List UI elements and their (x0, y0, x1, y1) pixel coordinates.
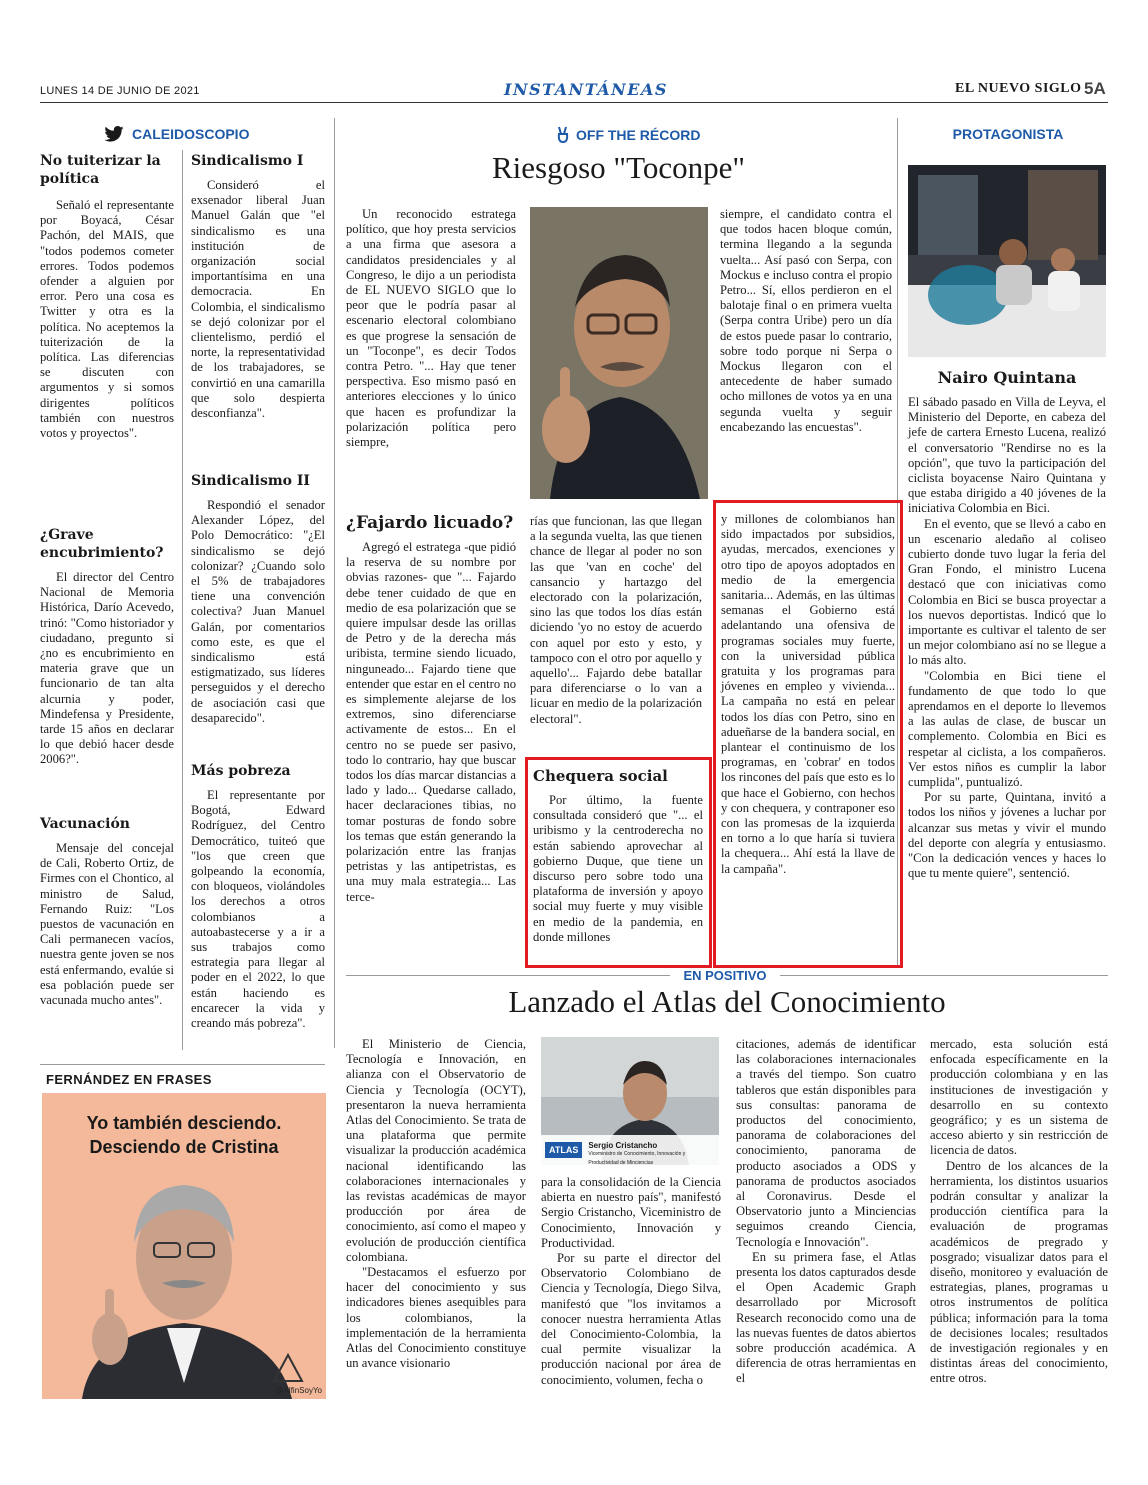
brief-heading: Sindicalismo II (191, 473, 310, 489)
article-text: Por su parte, Quintana, invitó a todos los niños y jóvenes a luchar por alcanzar sus metas y vivir el mundo del deporte con alegría y entusiasmo. "Con la dedicación vences y haces lo que tu mente quiere", sentenció. (908, 790, 1106, 881)
section-title: INSTANTÁNEAS (504, 80, 668, 99)
column-divider (182, 150, 183, 1050)
caleidoscopio-col-1 (40, 152, 174, 1055)
article-text: mercado, esta solución está enfocada específicamente en la producción colombiana y en las instituciones de investigación y desarrollo en su contexto geográfico; y es un sistema de acceso abierto y sin restricción de licencia de datos. (930, 1037, 1108, 1158)
brief-text: Señaló el representante por Boyacá, César Pachón, del MAIS, que "todos podemos cometer errores. Todos podemos ofender a alguien por error. Pero una cosa es Twitter y otra es la política. No aceptemos la tuiterización de la política. Las diferencias se discuten con argumentos y si somos dirigentes políticos también con nuestros votos y proyectos". (40, 198, 174, 441)
article-text: citaciones, además de identificar las colaboraciones internacionales a través del tiempo. Son cuatro tableros que están disponibles para sus consultas: panorama de productos del conocimiento, panorama de colaboraciones del conocimiento, panorama de producto asociados a ODS y panorama de productos asociados al Coronavirus. Desde el Observatorio junto a Minciencias seguimos creando Ciencia, Tecnología e Innovación". (736, 1037, 916, 1249)
atlas-col-1 (346, 1037, 526, 1399)
brief-heading: ¿Grave encubrimiento? (40, 527, 164, 561)
petro-photo (530, 207, 708, 499)
peace-hand-icon (556, 126, 570, 143)
article-text: y millones de colombianos han sido impactados por subsidios, ayudas, mercados, exenciones y otro tipo de apoyos adoptados en medio de la emergencia sanitaria... Además, en las últimas semanas el Gobierno está adelantando una ofensiva de programas sociales muy fuerte, con la universidad pública gratuita y los programas para jóvenes en empleo y vivienda... La campaña no está en pelear todos los días con Petro, sino en adueñarse de la bandera social, en plantear el continuismo de los programas, en 'cobrar' en todos los rincones del país que esto es lo que hace el Gobierno, con hechos y con chequera, y contraponer eso con las promesas de la izquierda en torno a lo que haría si tuviera la chequera... Ahí está la llave de la campaña". (721, 512, 895, 876)
atlas-video-photo (541, 1037, 719, 1165)
quote-line-2: Desciendo de Cristina (89, 1137, 279, 1157)
atlas-logo: ATLAS (545, 1142, 582, 1158)
atlas-col-4 (930, 1037, 1108, 1399)
protagonista-text (908, 395, 1106, 955)
fernandez-kicker: FERNÁNDEZ EN FRASES (46, 1072, 212, 1087)
article-text: para la consolidación de la Ciencia abierta en nuestro país", manifestó Sergio Cristancho, Viceministro de Conocimiento, Innovación y Productividad. (541, 1175, 721, 1250)
nairo-photo (908, 165, 1106, 357)
caption-role: Viceministro de Conocimiento, Innovación y Productividad de Minciencias (588, 1150, 686, 1166)
off-record-header (556, 126, 700, 143)
article-text: El Ministerio de Ciencia, Tecnología e Innovación, en alianza con el Observatorio de Ciencia y Tecnología (OCYT), presentaron la nueva herramienta Atlas del Conocimiento. Se trata de una plataforma que permite visualizar la producción académica nacional identificando las colaboraciones internacionales y las revistas académicas de mayor producción por área de conocimiento, así como el mapeo y evolución de producción científica colombiana. (346, 1037, 526, 1264)
protagonista-kicker: PROTAGONISTA (952, 126, 1064, 142)
off-record-title: Riesgoso "Toconpe" (491, 150, 746, 185)
caption-name: Sergio Cristancho (588, 1140, 658, 1150)
column-divider (334, 118, 335, 1048)
caleidoscopio-header (104, 126, 249, 142)
fajardo-text-b (530, 514, 702, 754)
atlas-col-3 (736, 1037, 916, 1399)
chequera-text-b (721, 512, 895, 960)
off-record-intro-right (720, 207, 892, 479)
article-text: Un reconocido estratega político, que hoy presta servicios a una firma que asesora a candidatos presidenciales y al Congreso, le dijo a un periodista de EL NUEVO SIGLO que lo peor que le podría pasar al escenario electoral colombiano es que progrese la sensación de un "Toconpe", es decir Todos contra Petro. "... Hay que tener perspectiva. Eso mismo pasó en anteriores elecciones y lo único que hacen es profundizar la polarización política pero siempre, (346, 207, 516, 450)
brief-heading: Sindicalismo I (191, 153, 304, 169)
atlas-title: Lanzado el Atlas del Conocimiento (508, 984, 946, 1019)
brief-text: Respondió el senador Alexander López, del Polo Democrático: "¿El sindicalismo se dejó colonizar? ¿Cuando solo el 5% de trabajadores tiene una convención colectiva? Juan Manuel Galán, por comentarios como este, es que el sindicalismo está estigmatizado, sus líderes perseguidos y el derecho de asociación casi que desaparecido". (191, 498, 325, 725)
article-text: En su primera fase, el Atlas presenta los datos capturados desde el Open Academic Graph desarrollado por Microsoft Research reconocido como una de las nuevas fuentes de datos abiertos sobre producción académica. A diferencia de otras herramientas en el (736, 1249, 916, 1386)
brief-heading: Más pobreza (191, 763, 291, 779)
article-text: Dentro de los alcances de la herramienta, los distintos usuarios podrán consultar y analizar la producción científica para la evaluación de programas académicos de pregrado y posgrado; visualizar datos para el diseño, monitoreo y evaluación de estrategias, planes, programas u otros instrumentos de política pública; información para la toma de decisiones locales; resultados de investigación regionales y en distintas áreas del conocimiento, entre otros. (930, 1158, 1108, 1386)
article-text: rías que funcionan, las que llegan a la segunda vuelta, las que tienen chance de llegar al poder no son las que 'van en coche' del cansancio y hartazgo del electorado con la polarización, sino las que todos los días están diciendo 'yo no estoy de acuerdo con aquel por esto y esto, y tampoco con el otro por aquello y aquello'... Fajardo debe batallar para diferenciarse o lo van a licuar en medio de la polarización electoral". (530, 514, 702, 726)
quote-line-1: Yo también desciendo. (86, 1113, 282, 1133)
newspaper-name: EL NUEVO SIGLO (955, 81, 1082, 96)
article-text: El sábado pasado en Villa de Leyva, el Ministerio del Deporte, en cabeza del jefe de cartera Ernesto Lucena, realizó el conversatorio "Rendirse no es la opción", que tuvo la participación del ciclista boyacense Nairo Quintana y que estaba dirigido a 40 jóvenes de la iniciativa Colombia en Bici. (908, 395, 1106, 516)
off-record-kicker: OFF THE RÉCORD (576, 126, 701, 143)
brief-text: Mensaje del concejal de Cali, Roberto Ortiz, de Firmes con el Chontico, al ministro de Salud, Fernando Ruiz: "Los puestos de vacunación en Cali permanecen vacíos, nuestra gente joven se nos está enfermando, evalúe si esa población puede ser vacunada mucho antes". (40, 841, 174, 1008)
issue-date: LUNES 14 DE JUNIO DE 2021 (40, 85, 200, 97)
cartoon-credit: @AlfinSoyYo (275, 1386, 322, 1395)
brief-text: Consideró el exsenador liberal Juan Manuel Galán que "el sindicalismo es una institución de organización social importantísima en una democracia. En Colombia, el sindicalismo se dejó colonizar por el clientelismo, perdió el norte, la representatividad de los trabajadores, se convirtió en una camarilla que solo despierta desconfianza". (191, 178, 325, 421)
off-record-intro-left (346, 207, 516, 489)
fajardo-text-a (346, 540, 516, 960)
atlas-kicker: EN POSITIVO (670, 968, 780, 983)
atlas-col-2 (541, 1175, 721, 1399)
subhead-chequera: Chequera social (533, 767, 668, 785)
section-rule (40, 1064, 325, 1065)
article-text: En el evento, que se llevó a cabo en un escenario aledaño al coliseo cubierto donde tuvo lugar la feria del Gran Fondo, el ministro Lucena destacó que con iniciativas como Colombia en Bici se busca proyectar a los nuevos deportistas. Indicó que lo importante es cultivar el talento de ser un mejor colombiano así no se llegue a lo más alto. (908, 516, 1106, 668)
article-text: siempre, el candidato contra el que todos hacen bloque común, termina llegando a la segunda vuelta... Así pasó con Serpa, con Mockus e incluso contra el propio Petro... Sí, ellos perdieron en el balotaje final o en primera vuelta (Serpa contra Uribe) pero un día de estos puede pasar lo contrario, sobre todo porque ni Serpa o Mockus llegaron con el antecedente de haber sumado ocho millones de votos ya en una segunda vuelta y seguir encabezando las encuestas". (720, 207, 892, 434)
caleidoscopio-col-2 (191, 152, 325, 1033)
protagonista-name: Nairo Quintana (937, 368, 1077, 387)
article-text: "Destacamos el esfuerzo por hacer del conocimiento y sus indicadores bienes asequibles para los colombianos, la implementación de la herramienta Atlas del Conocimiento constituye un avance visionario (346, 1265, 526, 1371)
twitter-bird-icon (104, 126, 124, 142)
subhead-fajardo: ¿Fajardo licuado? (346, 513, 514, 533)
article-text: Por su parte el director del Observatorio Colombiano de Ciencia y Tecnología, Diego Silva, manifestó que "los invitamos a conocer nuestra herramienta Atlas del Conocimiento-Colombia, la cual permite visualizar la producción nacional por área de conocimiento, volumen, fecha o (541, 1251, 721, 1387)
article-text: Por último, la fuente consultada consideró que "... el uribismo y la centroderecha no están sabiendo aprovechar al gobierno Duque, que tiene un discurso pero sobre todo una plataforma de inversión y apoyo social muy fuerte y muy visible en medio de la pandemia, en donde millones (533, 793, 703, 944)
chequera-text-a (533, 793, 703, 961)
brief-heading: No tuiterizar la política (40, 153, 161, 187)
header-rule (40, 102, 1108, 103)
brief-text: El representante por Bogotá, Edward Rodríguez, del Centro Democrático, tuiteó que "los que creen que golpeando la economía, con bloqueos, violándoles los derechos a otros colombianos a autoabastecerse y a ir a sus trabajos como estrategia para llegar al poder en el 2022, lo que están haciendo es encarecer la vida y creando más pobreza". (191, 788, 325, 1031)
brief-text: El director del Centro Nacional de Memoria Histórica, Darío Acevedo, trinó: "Como historiador y ciudadano, pregunto si ¿no es encubrimiento en materia grave que un funcionario de tan alta alcurnia y poder, Mindefensa y Presidente, tarde 15 años en declarar lo que debió hacer desde 2006?". (40, 570, 174, 767)
article-text: "Colombia en Bici tiene el fundamento de que todo lo que aprendamos en el deporte lo llevemos a las aulas de clase, de buscar un complemento. Colombia en Bici es respetar al ciclista, a los compañeros. Ver estos niños es cumplir la labor cumplida", puntualizó. (908, 668, 1106, 790)
article-text: Agregó el estratega -que pidió la reserva de su nombre por obvias razones- que "... Fajardo debe tener cuidado de que en medio de esa polarización que se quiere impulsar desde las orillas de Petro y de la derecha más uribista, termine siendo licuado, ninguneado... Fajardo tiene que entender que estar en el centro no es simplemente alejarse de los extremos, sino diferenciarse activamente de estos... En el centro no se puede ser pasivo, todo lo contrario, hay que buscar todos los días marcar distancias a lado y lado... Quedarse callado, hacer declaraciones tibias, no tomar posturas de fondo sobre los temas que están generando la polarización entre las franjas petristas y las antipetristas, es una muy mala estrategia... Las terce- (346, 540, 516, 904)
page-number: 5A (1084, 79, 1106, 98)
caleidoscopio-title: CALEIDOSCOPIO (132, 126, 250, 142)
fernandez-cartoon (42, 1093, 326, 1399)
brief-heading: Vacunación (40, 816, 130, 832)
